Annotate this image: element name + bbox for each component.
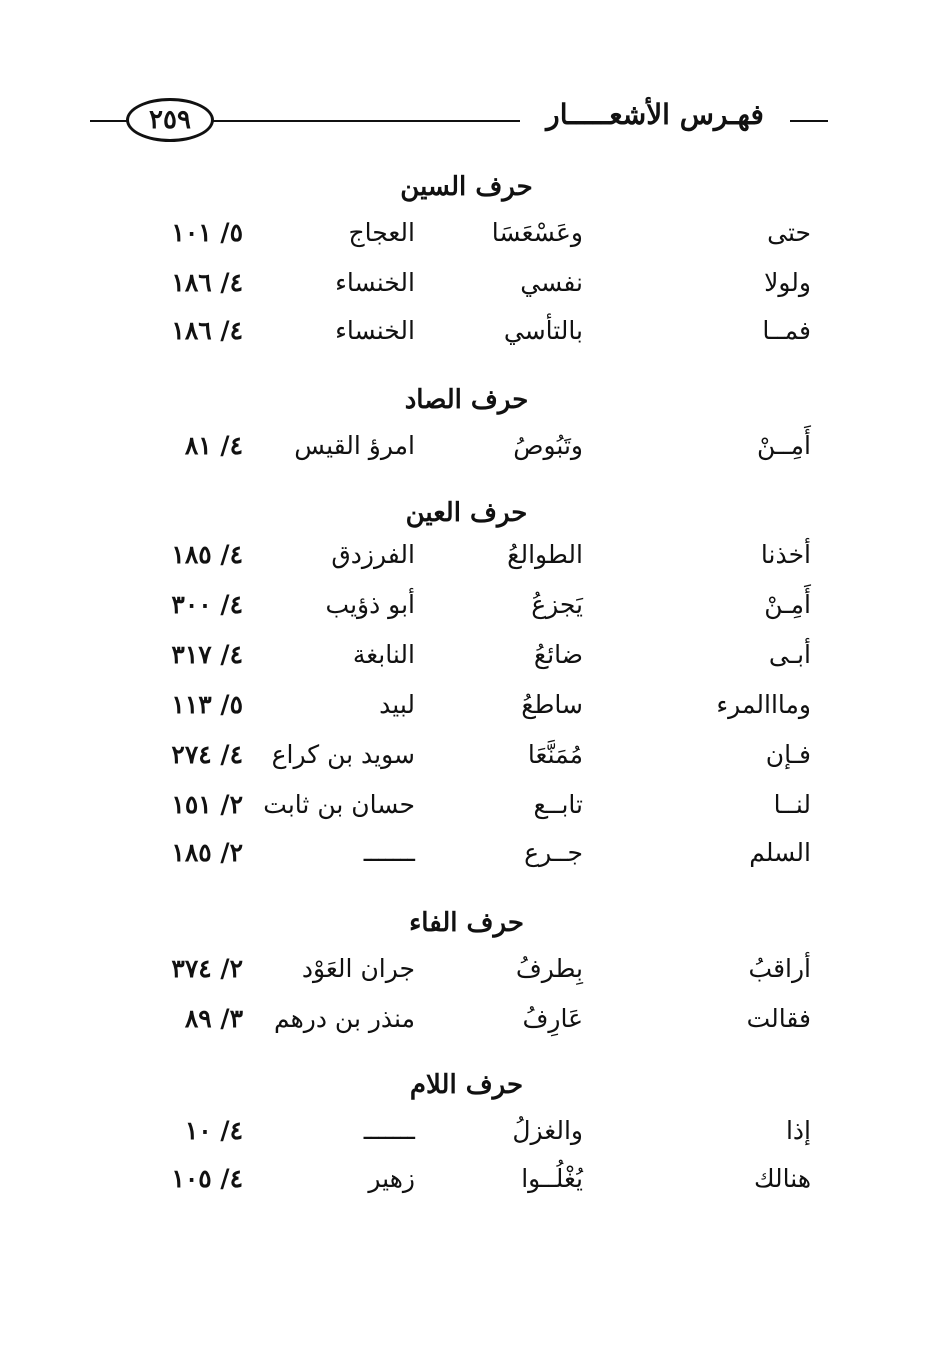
- first-word: أخذنا: [760, 540, 811, 569]
- rhyme-word: والغزلُ: [512, 1116, 583, 1145]
- running-title: فهـرس الأشعـــــار: [520, 98, 790, 131]
- first-word: فـإن: [765, 740, 811, 769]
- table-row: [0, 1164, 933, 1204]
- poet-name: ـــــــ: [363, 1116, 415, 1145]
- first-word: لنــا: [773, 790, 811, 819]
- first-word: ولولا: [764, 268, 811, 297]
- poet-name: جران العَوْد: [301, 954, 415, 983]
- rhyme-word: بالتأسي: [503, 316, 583, 345]
- poet-name: الخنساء: [335, 268, 415, 297]
- header-rule-right: [790, 120, 828, 122]
- table-row: [0, 740, 933, 780]
- poet-name: زهير: [368, 1164, 415, 1193]
- table-row: [0, 316, 933, 356]
- volume-page-ref: ٤/ ٢٧٤: [171, 740, 243, 769]
- table-row: [0, 954, 933, 994]
- poet-name: العجاج: [348, 218, 415, 247]
- first-word: ومااالمرء: [716, 690, 811, 719]
- volume-page-ref: ٥/ ١١٣: [171, 690, 243, 719]
- table-row: [0, 790, 933, 830]
- rhyme-word: نفسي: [520, 268, 583, 297]
- volume-page-ref: ٤/ ١٠: [184, 1116, 243, 1145]
- section-heading: حرف اللام: [409, 1070, 524, 1100]
- first-word: حتى: [767, 218, 811, 247]
- first-word: فقالت: [746, 1004, 811, 1033]
- first-word: هنالك: [753, 1164, 811, 1193]
- table-row: [0, 590, 933, 630]
- table-row: [0, 540, 933, 580]
- section-heading: حرف الصاد: [404, 385, 529, 415]
- first-word: أراقبُ: [748, 954, 811, 983]
- first-word: أَمِـنْ: [764, 590, 811, 619]
- volume-page-ref: ٤/ ١٨٦: [171, 316, 243, 345]
- poet-name: سويد بن كراع: [271, 740, 415, 769]
- table-row: [0, 640, 933, 680]
- volume-page-ref: ٣/ ٨٩: [184, 1004, 243, 1033]
- volume-page-ref: ٢/ ١٥١: [171, 790, 243, 819]
- rhyme-word: وعَسْعَسَا: [491, 218, 583, 247]
- first-word: السلم: [749, 838, 811, 867]
- first-word: أبـى: [768, 640, 811, 669]
- table-row: [0, 690, 933, 730]
- rhyme-word: عَارِفُ: [522, 1004, 583, 1033]
- poet-name: لبيد: [379, 690, 415, 719]
- rhyme-word: الطوالعُ: [507, 540, 583, 569]
- rhyme-word: يُغْلُــوا: [521, 1164, 583, 1193]
- volume-page-ref: ٤/ ٣٠٠: [171, 590, 243, 619]
- poet-name: الفرزدق: [331, 540, 415, 569]
- page-number: ٢٥٩: [126, 98, 214, 142]
- section-heading: حرف العين: [405, 498, 528, 528]
- rhyme-word: يَجزعُ: [531, 590, 583, 619]
- volume-page-ref: ٤/ ١٨٥: [171, 540, 243, 569]
- volume-page-ref: ٢/ ٣٧٤: [171, 954, 243, 983]
- poet-name: منذر بن درهم: [273, 1004, 415, 1033]
- poet-name: أبو ذؤيب: [325, 590, 415, 619]
- section-heading: حرف الفاء: [409, 908, 524, 938]
- rhyme-word: مُمَنَّعَا: [527, 740, 583, 769]
- rhyme-word: وتَبُوصُ: [513, 431, 583, 460]
- poet-name: النابغة: [352, 640, 415, 669]
- header-rule-middle: [210, 120, 540, 122]
- table-row: [0, 1004, 933, 1044]
- header-rule-left: [90, 120, 130, 122]
- poet-name: الخنساء: [335, 316, 415, 345]
- rhyme-word: ساطعُ: [521, 690, 583, 719]
- rhyme-word: بِطرفُ: [515, 954, 583, 983]
- table-row: [0, 268, 933, 308]
- table-row: [0, 431, 933, 471]
- volume-page-ref: ٢/ ١٨٥: [171, 838, 243, 867]
- table-row: [0, 1116, 933, 1156]
- poet-name: ـــــــ: [363, 838, 415, 867]
- volume-page-ref: ٤/ ١٨٦: [171, 268, 243, 297]
- volume-page-ref: ٤/ ٣١٧: [171, 640, 243, 669]
- first-word: إذا: [785, 1116, 811, 1145]
- first-word: أَمِــنْ: [756, 431, 811, 460]
- table-row: [0, 218, 933, 258]
- table-row: [0, 838, 933, 878]
- section-heading: حرف السين: [400, 172, 533, 202]
- volume-page-ref: ٤/ ١٠٥: [171, 1164, 243, 1193]
- rhyme-word: جــرع: [524, 838, 583, 867]
- rhyme-word: ضائعُ: [533, 640, 583, 669]
- poet-name: حسان بن ثابت: [263, 790, 415, 819]
- volume-page-ref: ٤/ ٨١: [184, 431, 243, 460]
- rhyme-word: تابــع: [533, 790, 583, 819]
- poet-name: امرؤ القيس: [294, 431, 415, 460]
- volume-page-ref: ٥/ ١٠١: [171, 218, 243, 247]
- first-word: فمــا: [762, 316, 811, 345]
